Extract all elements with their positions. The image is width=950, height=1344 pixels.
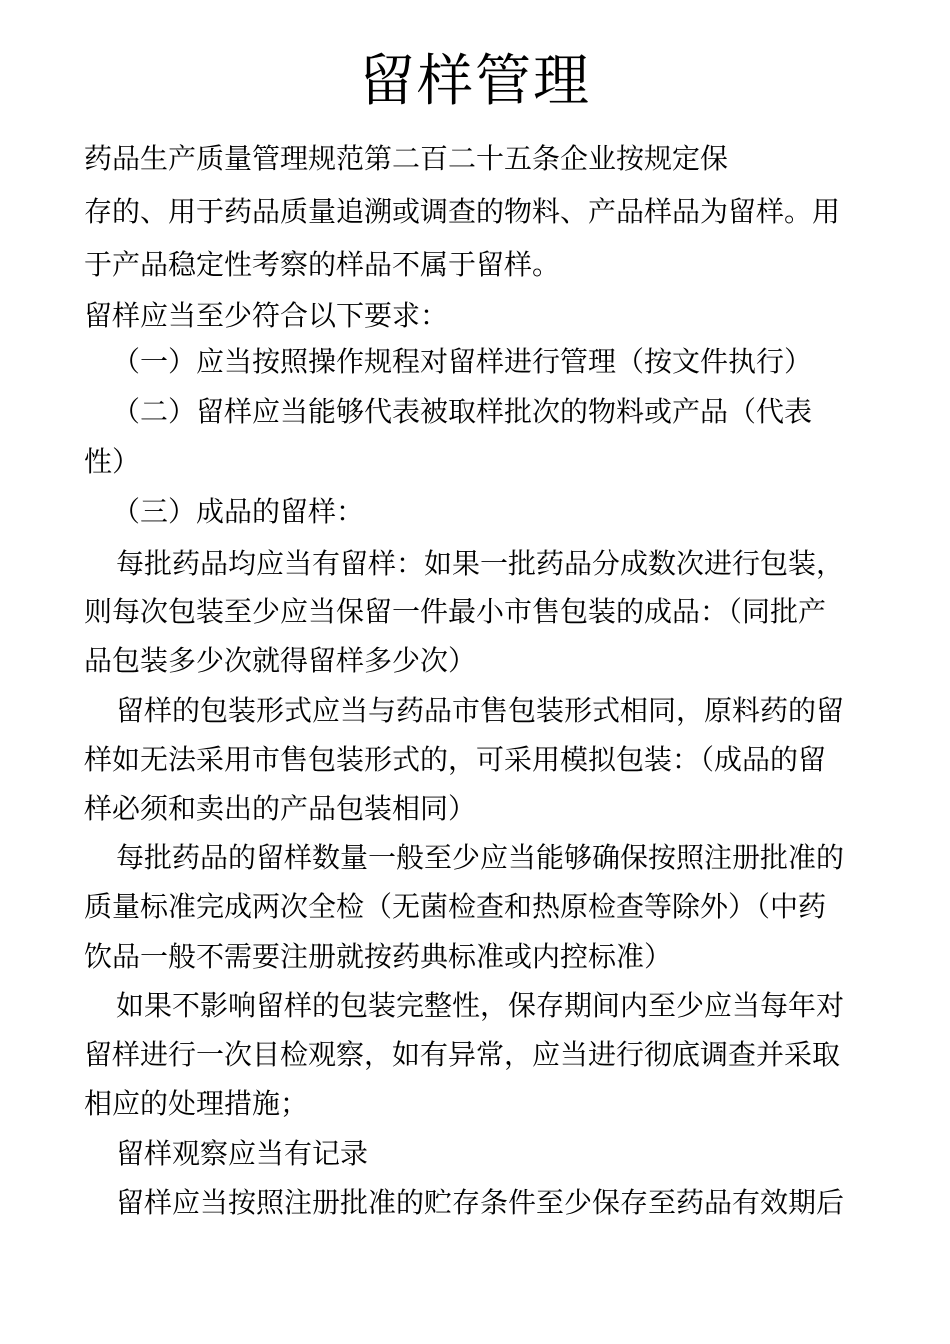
document-title: 留样管理: [359, 49, 591, 114]
paragraph-line: 留样观察应当有记录: [116, 1137, 369, 1170]
paragraph-line: 饮品一般不需要注册就按药典标准或内控标准）: [84, 940, 673, 973]
paragraph-line: 每批药品均应当有留样：如果一批药品分成数次进行包装，: [116, 547, 845, 580]
paragraph-line: 样如无法采用市售包装形式的，可采用模拟包装：（成品的留: [84, 743, 827, 776]
paragraph-line: 如果不影响留样的包装完整性，保存期间内至少应当每年对: [116, 989, 845, 1022]
list-item-line: （一）应当按照操作规程对留样进行管理（按文件执行）: [112, 345, 813, 378]
paragraph-line: 存的、用于药品质量追溯或调查的物料、产品样品为留样。用: [84, 195, 841, 228]
paragraph-line: 留样的包装形式应当与药品市售包装形式相同，原料药的留: [116, 694, 845, 727]
paragraph-line: 相应的处理措施；: [84, 1087, 309, 1120]
paragraph-line: 于产品稳定性考察的样品不属于留样。: [84, 248, 561, 281]
paragraph-line: 每批药品的留样数量一般至少应当能够确保按照注册批准的: [116, 841, 845, 874]
paragraph-line: 留样应当按照注册批准的贮存条件至少保存至药品有效期后: [116, 1186, 845, 1219]
paragraph-line: 则每次包装至少应当保留一件最小市售包装的成品：（同批产: [84, 595, 827, 628]
list-item-line: （二）留样应当能够代表被取样批次的物料或产品（代表: [112, 395, 813, 428]
paragraph-line: 质量标准完成两次全检（无菌检查和热原检查等除外）（中药: [84, 890, 827, 923]
paragraph-line: 留样应当至少符合以下要求：: [84, 299, 449, 332]
paragraph-line: 品包装多少次就得留样多少次）: [84, 644, 477, 677]
paragraph-line: 性）: [84, 445, 141, 478]
paragraph-line: 留样进行一次目检观察，如有异常，应当进行彻底调查并采取: [84, 1038, 841, 1071]
paragraph-line: 样必须和卖出的产品包装相同）: [84, 792, 477, 825]
list-item-line: （三）成品的留样：: [112, 495, 365, 528]
paragraph-line: 药品生产质量管理规范第二百二十五条企业按规定保: [84, 142, 729, 175]
